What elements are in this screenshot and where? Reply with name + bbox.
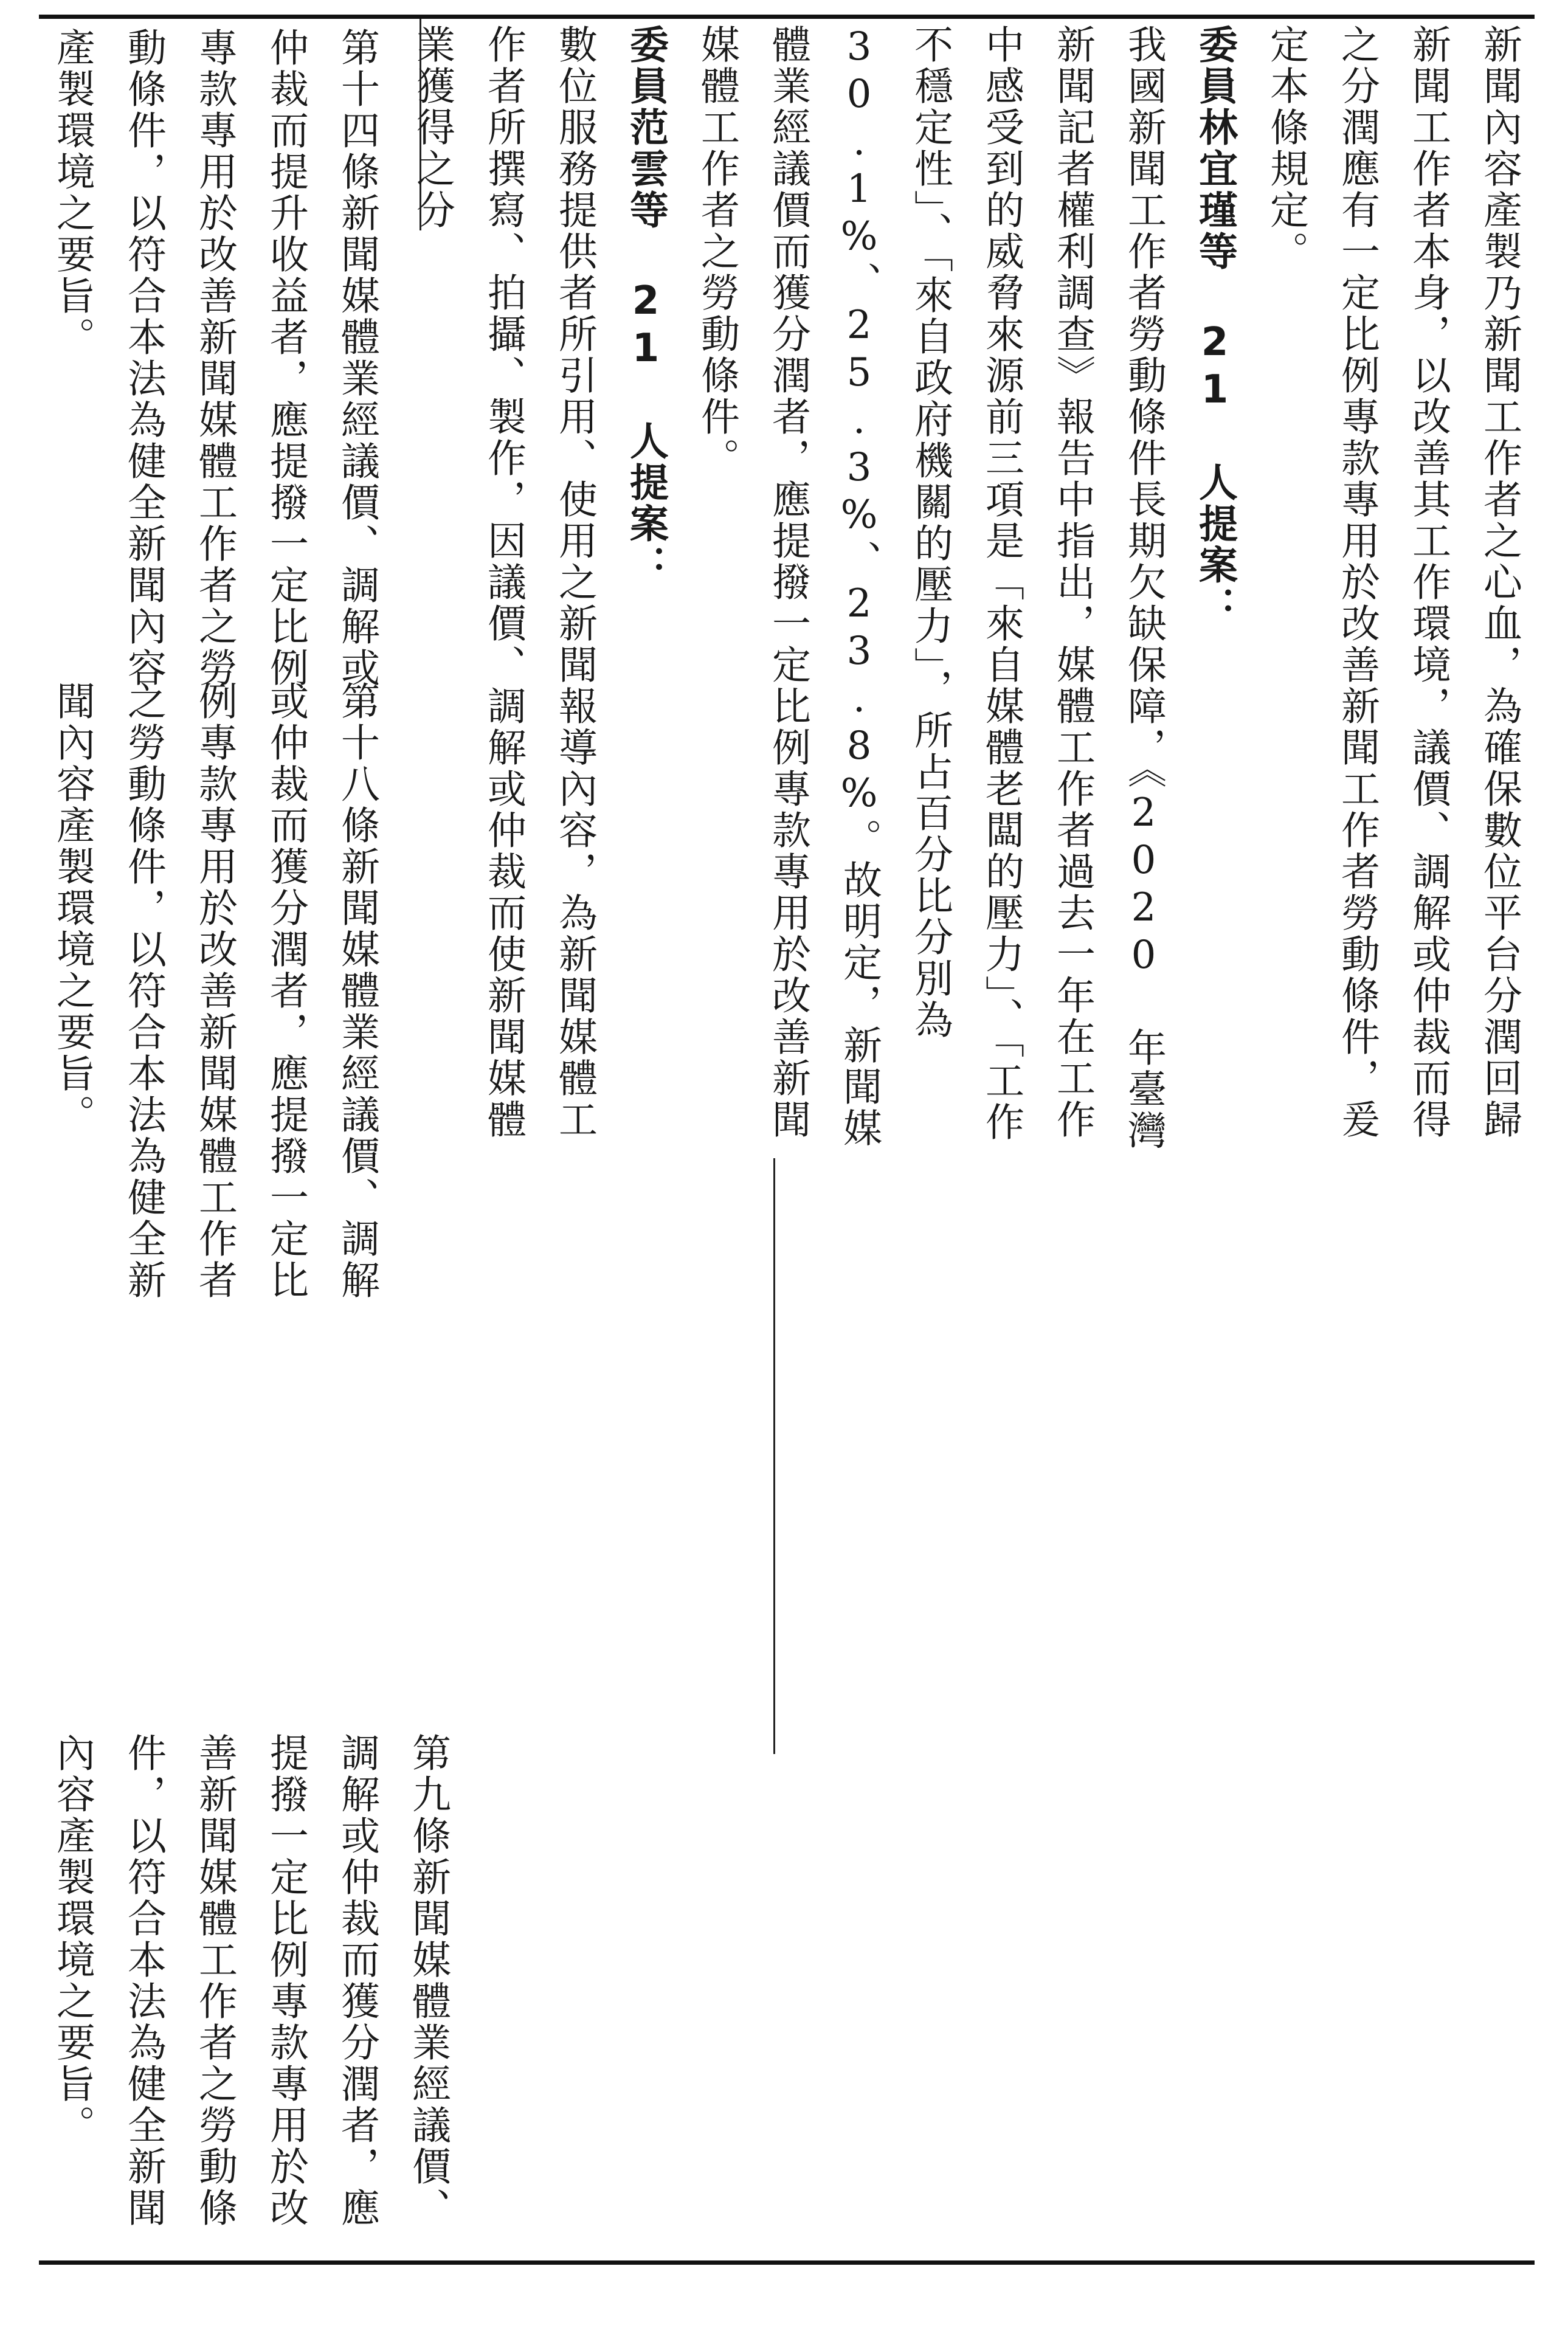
proposal-heading: 委員林宜瑾等 21 人提案： — [1192, 24, 1237, 627]
article-text: 新聞媒體業經議價、調解或仲裁而獲分潤者，應提撥一定比例專款專用於改善新聞媒體工作者之勞動條件，以符合本法為健全新聞內容產製環境之要旨。 — [50, 1733, 451, 2229]
article-9-column — [36, 1733, 463, 2256]
proposal-paragraph: 我國新聞工作者勞動條件長期欠缺保障，《2020 年臺灣新聞記者權利調查》報告中指出，媒體工作者過去一年在工作中感受到的威脅來源前三項是「來自媒體老闆的壓力」、「工作不穩定性」、「來自政府機關的壓力」，所占百分比分別為 30.1%、25.3%、23.8%。故明定，新聞媒體業經議價而獲分潤者，應提撥一定比例專款專用於改善新聞媒體工作者之勞動條件。 — [694, 24, 1166, 1152]
article-label: 第十四條 — [334, 27, 379, 193]
proposals-column — [396, 24, 1535, 1155]
proposal-heading: 委員范雲等 21 人提案： — [623, 24, 668, 586]
article-label: 第九條 — [406, 1733, 451, 1857]
column-divider — [773, 1158, 775, 1754]
article-14-column — [36, 27, 392, 690]
intro-paragraph: 新聞內容產製乃新聞工作者之心血，為確保數位平台分潤回歸新聞工作者本身，以改善其工作環境，議價、調解或仲裁而得之分潤應有一定比例專款專用於改善新聞工作者勞動條件，爰定本條規定。 — [1263, 24, 1522, 1141]
article-text: 新聞媒體業經議價、調解或仲裁而提升收益者，應提撥一定比例專款專用於改善新聞媒體工作者之勞動條件，以符合本法為健全新聞內容產製環境之要旨。 — [50, 27, 379, 689]
article-9-paragraph — [36, 1733, 463, 2256]
article-18-paragraph — [36, 681, 392, 1319]
article-18-column — [36, 681, 392, 1319]
proposal-paragraph: 數位服務提供者所引用、使用之新聞報導內容，為新聞媒體工作者所撰寫、拍攝、製作，因議價、調解或仲裁而使新聞媒體業獲得之分 — [410, 24, 597, 1141]
article-text: 新聞媒體業經議價、調解或仲裁而獲分潤者，應提撥一定比例專款專用於改善新聞媒體工作者之勞動條件，以符合本法為健全新聞內容產製環境之要旨。 — [50, 681, 379, 1301]
top-rule — [39, 15, 1535, 19]
article-label: 第十八條 — [334, 681, 379, 846]
bottom-rule — [39, 2260, 1535, 2265]
article-14-paragraph — [36, 27, 392, 690]
